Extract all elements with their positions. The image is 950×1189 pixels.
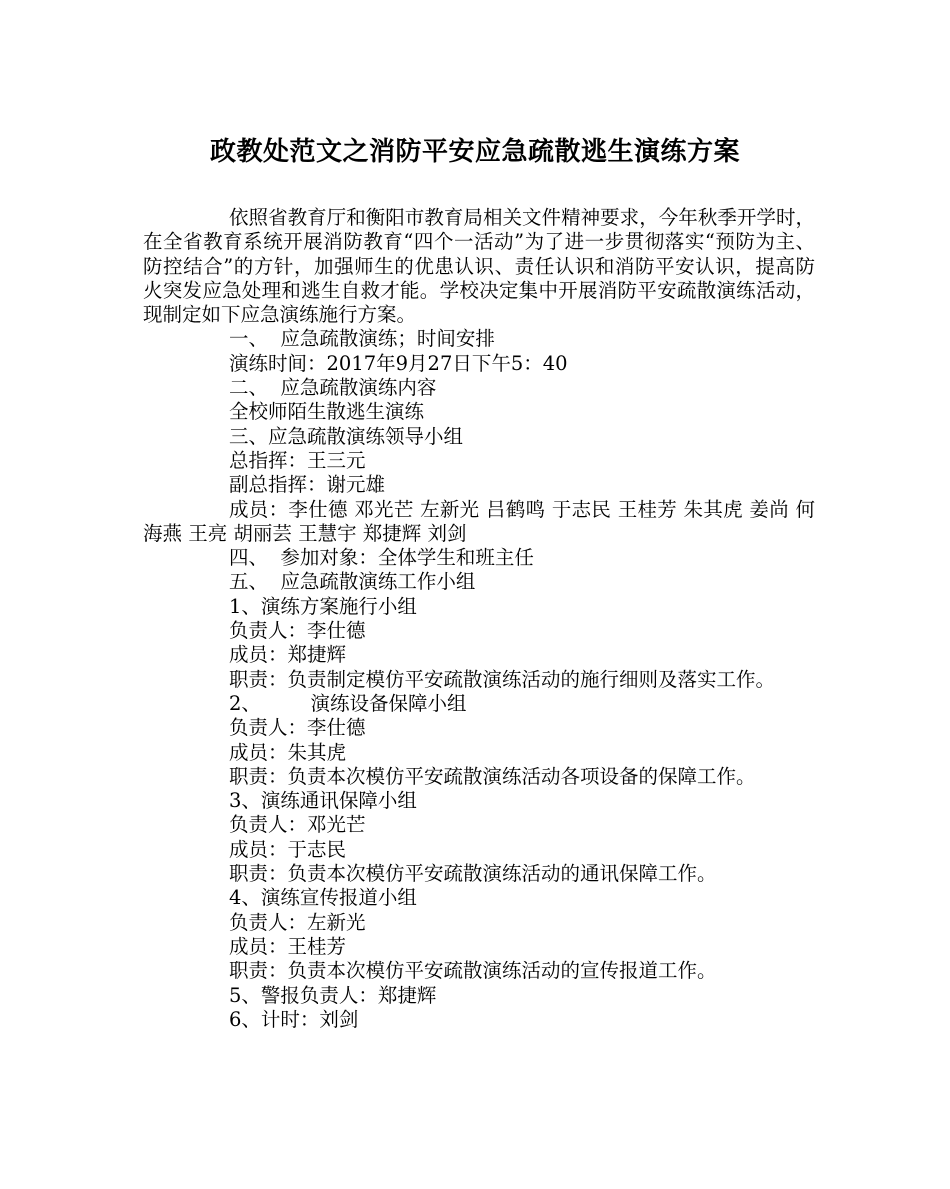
group-4-members: 成员：王桂芳 — [229, 934, 347, 958]
leadership-members: 成员：李仕德 邓光芒 左新光 吕鹤鸣 于志民 王桂芳 朱其虎 姜尚 何海燕 王亮 胡丽芸 王慧宇 郑捷辉 刘剑 — [143, 497, 815, 545]
group-1-leader: 负责人：李仕德 — [229, 619, 366, 643]
deputy-commander-line: 副总指挥：谢元雄 — [229, 473, 386, 497]
group-4-leader: 负责人：左新光 — [229, 910, 366, 934]
group-1-duty: 职责：负责制定模仿平安疏散演练活动的施行细则及落实工作。 — [229, 667, 776, 691]
section-heading-schedule: 一、 应急疏散演练；时间安排 — [229, 327, 495, 351]
group-1-members: 成员：郑捷辉 — [229, 643, 347, 667]
document-title: 政教处范文之消防平安应急疏散逃生演练方案 — [209, 137, 740, 167]
group-4-duty: 职责：负责本次模仿平安疏散演练活动的宣传报道工作。 — [229, 959, 717, 983]
group-2-leader: 负责人：李仕德 — [229, 716, 366, 740]
timekeeper-line: 6、计时：刘剑 — [229, 1007, 359, 1031]
commander-line: 总指挥：王三元 — [229, 448, 366, 472]
drill-time: 演练时间：2017年9月27日下午5：40 — [229, 351, 568, 375]
section-heading-content: 二、 应急疏散演练内容 — [229, 376, 437, 400]
section-heading-working-groups: 五、 应急疏散演练工作小组 — [229, 570, 476, 594]
group-2-members: 成员：朱其虎 — [229, 740, 347, 764]
group-3-leader: 负责人：邓光芒 — [229, 813, 366, 837]
section-heading-participants: 四、 参加对象：全体学生和班主任 — [229, 546, 534, 570]
group-2-duty: 职责：负责本次模仿平安疏散演练活动各项设备的保障工作。 — [229, 764, 756, 788]
section-heading-leadership: 三、应急疏散演练领导小组 — [229, 424, 464, 448]
intro-paragraph: 依照省教育厅和衡阳市教育局相关文件精神要求，今年秋季开学时，在全省教育系统开展消防教育“四个一活动”为了进一步贯彻落实“预防为主、防控结合”的方针，加强师生的优患认识、责任认识和消防平安认识，提高防火突发应急处理和逃生自救才能。学校决定集中开展消防平安疏散演练活动，现制定如下应急演练施行方案。 — [143, 206, 815, 327]
group-4-title: 4、演练宣传报道小组 — [229, 886, 417, 910]
group-3-duty: 职责：负责本次模仿平安疏散演练活动的通讯保障工作。 — [229, 862, 717, 886]
drill-content: 全校师陌生散逃生演练 — [229, 400, 425, 424]
group-3-members: 成员：于志民 — [229, 837, 347, 861]
group-2-title: 2、 演练设备保障小组 — [229, 691, 467, 715]
group-1-title: 1、演练方案施行小组 — [229, 594, 417, 618]
document-body — [143, 206, 815, 1032]
group-3-title: 3、演练通讯保障小组 — [229, 789, 417, 813]
alarm-leader-line: 5、警报负责人：郑捷辉 — [229, 983, 437, 1007]
